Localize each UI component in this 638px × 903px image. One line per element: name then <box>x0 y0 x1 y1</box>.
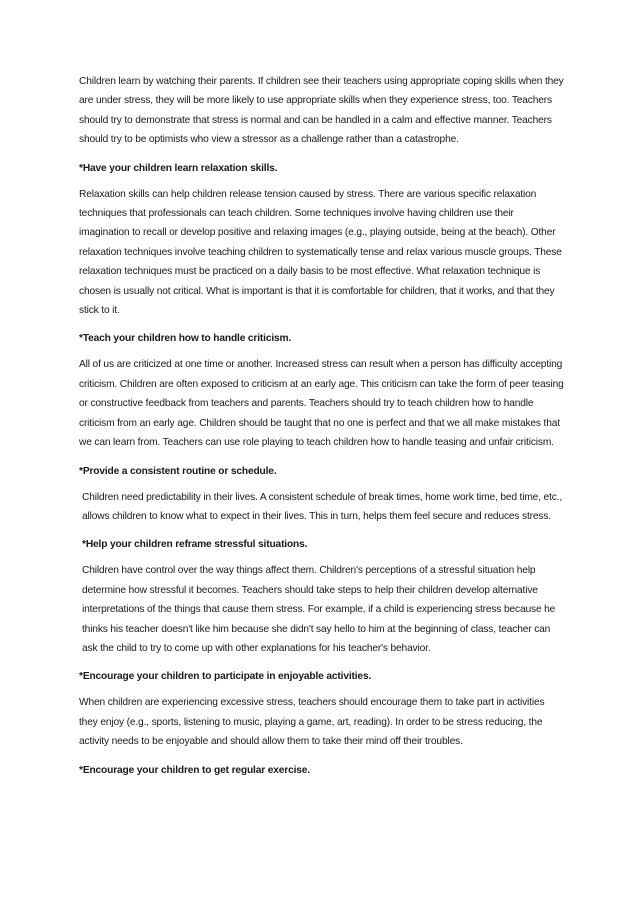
paragraph-modeling-coping: Children learn by watching their parents. If children see their teachers using appropriate coping skills when they are under stress, they will be more likely to use appropriate skills when they experience stress, too. Teachers should try to demonstrate that stress is normal and can be handled in a calm and effective manner. Teachers should try to be optimists who view a stressor as a challenge rather than a catastrophe. <box>79 76 564 146</box>
paragraph-relaxation-skills: Relaxation skills can help children release tension caused by stress. There are various specific relaxation techniques that professionals can teach children. Some techniques involve having children use their imagination to recall or develop positive and relaxing images (e.g., playing outside, being at the beach). Other relaxation techniques involve teaching children to systematically tense and relax various muscle groups. These relaxation techniques must be practiced on a daily basis to be most effective. What relaxation technique is chosen is usually not critical. What is important is that it is comfortable for children, that it works, and that they stick to it. <box>79 188 562 317</box>
heading-reframe-situations: *Help your children reframe stressful situations. <box>82 539 308 551</box>
heading-consistent-routine: *Provide a consistent routine or schedule. <box>79 465 277 477</box>
paragraph-enjoyable-activities: When children are experiencing excessive stress, teachers should encourage them to take part in activities they enjoy (e.g., sports, listening to music, playing a game, art, reading). In order to be stress reducing, the activity needs to be enjoyable and should allow them to take their mind off their troubles. <box>79 697 545 748</box>
heading-handle-criticism: *Teach your children how to handle criticism. <box>79 333 292 345</box>
paragraph-reframe-situations: Children have control over the way things affect them. Children's perceptions of a stressful situation help determine how stressful it becomes. Teachers should take steps to help their children develop alternative interpretations of the things that cause them stress. For example, if a child is experiencing stress because he thinks his teacher doesn't like him because she didn't say hello to him at the beginning of class, teacher can ask the child to try to come up with other explanations for his teacher's behavior. <box>82 565 556 654</box>
document-page <box>79 72 565 787</box>
paragraph-consistent-routine: Children need predictability in their lives. A consistent schedule of break times, home work time, bed time, etc., allows children to know what to expect in their lives. This in turn, helps them feel secure and reduces stress. <box>82 491 563 522</box>
heading-regular-exercise: *Encourage your children to get regular exercise. <box>79 764 311 776</box>
heading-relaxation-skills: *Have your children learn relaxation skills. <box>79 162 278 174</box>
heading-enjoyable-activities: *Encourage your children to participate in enjoyable activities. <box>79 671 372 683</box>
paragraph-handle-criticism: All of us are criticized at one time or another. Increased stress can result when a person has difficulty accepting criticism. Children are often exposed to criticism at an early age. This criticism can take the form of peer teasing or constructive feedback from teachers and parents. Teachers should try to teach children how to handle criticism from an early age. Children should be taught that no one is perfect and that we all make mistakes that we can learn from. Teachers can use role playing to teach children how to handle teasing and unfair criticism. <box>79 359 564 449</box>
